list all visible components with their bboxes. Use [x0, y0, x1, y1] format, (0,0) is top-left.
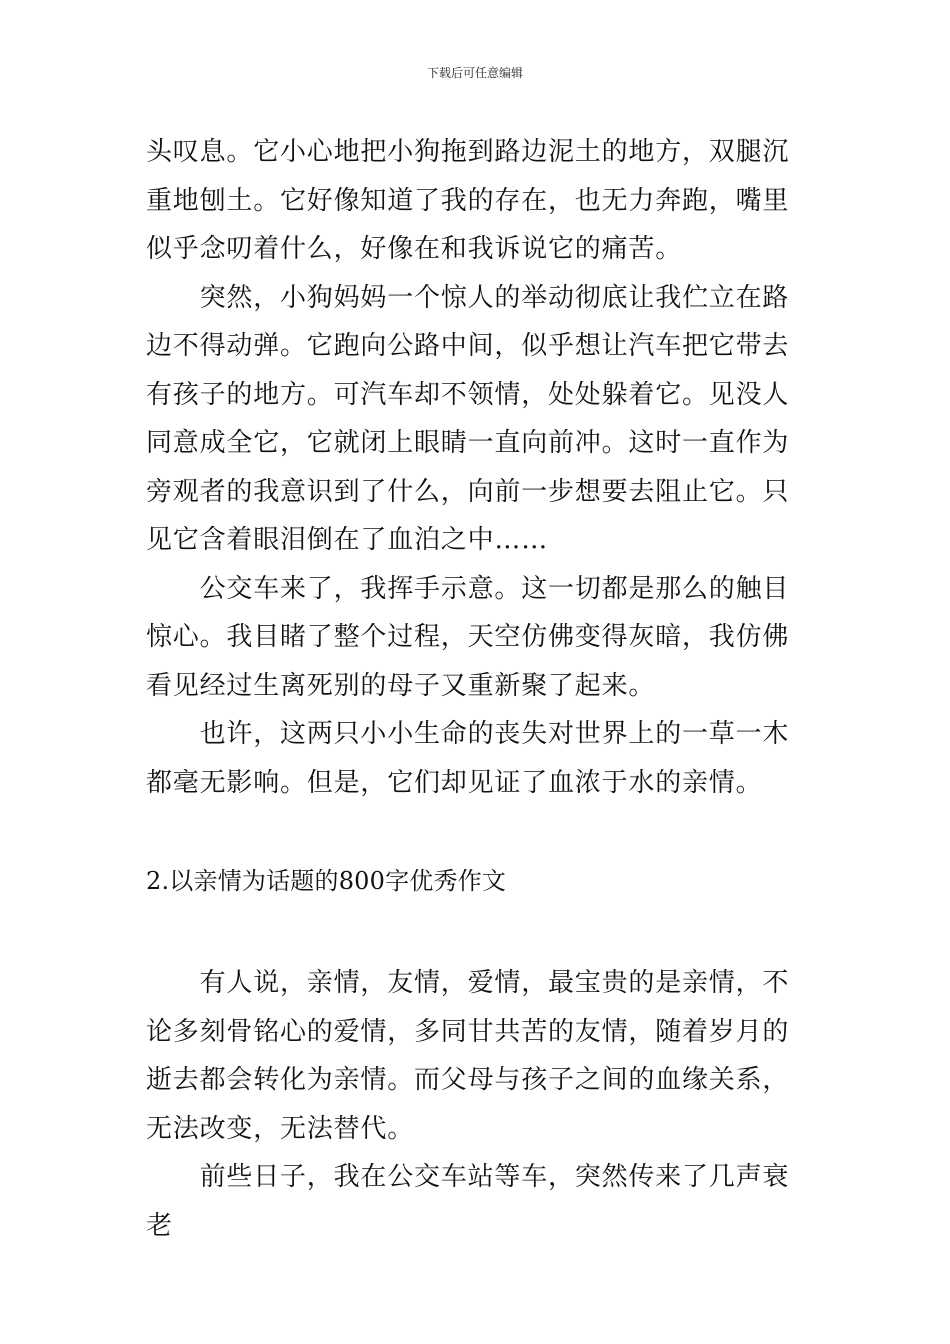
spacer [146, 905, 812, 959]
page-header: 下载后可任意编辑 [426, 66, 523, 80]
section-heading: 2.以亲情为话题的800字优秀作文 [146, 867, 507, 895]
document-body [146, 128, 812, 1250]
spacer [146, 807, 812, 857]
paragraph-6: 前些日子，我在公交车站等车，突然传来了几声衰老 [146, 1162, 790, 1241]
paragraph-3: 公交车来了，我挥手示意。这一切都是那么的触目惊心。我目睹了整个过程，天空仿佛变得灰暗，我仿佛看见经过生离死别的母子又重新聚了起来。 [146, 573, 790, 701]
paragraph-1: 头叹息。它小心地把小狗拖到路边泥土的地方，双腿沉重地刨土。它好像知道了我的存在，也无力奔跑，嘴里似乎念叨着什么，好像在和我诉说它的痛苦。 [146, 137, 790, 264]
paragraph-2: 突然，小狗妈妈一个惊人的举动彻底让我伫立在路边不得动弹。它跑向公路中间，似乎想让汽车把它带去有孩子的地方。可汽车却不领情，处处躲着它。见没人同意成全它，它就闭上眼睛一直向前冲。这时一直作为旁观者的我意识到了什么，向前一步想要去阻止它。只见它含着眼泪倒在了血泊之中…… [146, 282, 790, 555]
paragraph-4: 也许，这两只小小生命的丧失对世界上的一草一木都毫无影响。但是，它们却见证了血浓于水的亲情。 [146, 719, 790, 798]
paragraph-5: 有人说，亲情，友情，爱情，最宝贵的是亲情，不论多刻骨铭心的爱情，多同甘共苦的友情，随着岁月的逝去都会转化为亲情。而父母与孩子之间的血缘关系，无法改变，无法替代。 [146, 968, 790, 1144]
